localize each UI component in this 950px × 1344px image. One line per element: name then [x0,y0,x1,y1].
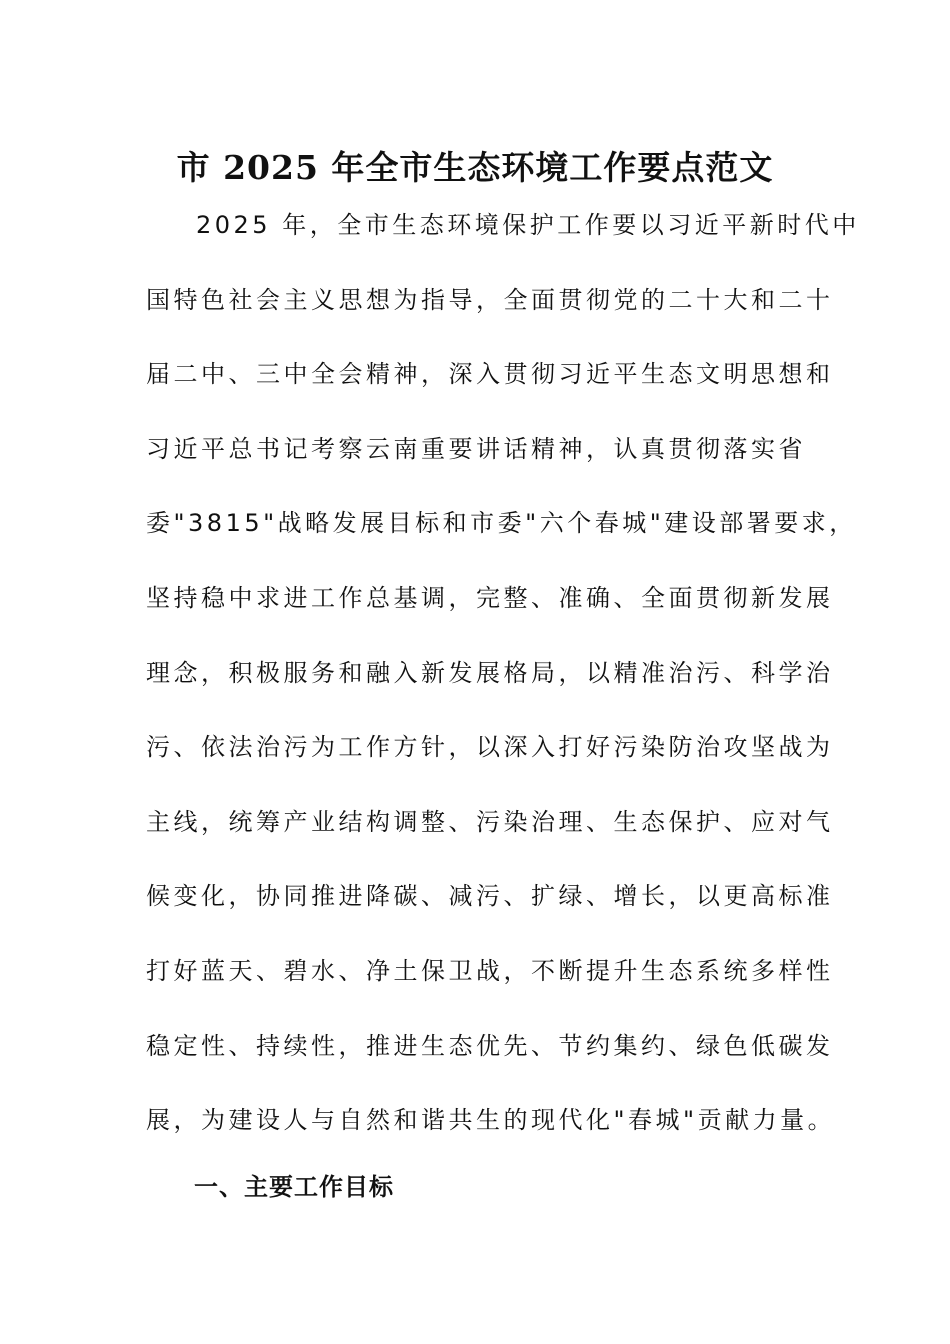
page-title: 市 2025 年全市生态环境工作要点范文 [176,148,774,187]
paragraph-line: 打好蓝天、碧水、净土保卫战，不断提升生态系统多样性 [146,956,834,985]
paragraph-line: 稳定性、持续性，推进生态优先、节约集约、绿色低碳发 [146,1031,834,1060]
body-paragraph [146,203,860,1173]
paragraph-line: 主线，统筹产业结构调整、污染治理、生态保护、应对气 [146,807,834,836]
paragraph-line: 习近平总书记考察云南重要讲话精神，认真贯彻落实省 [146,434,806,463]
section-heading: 一、主要工作目标 [194,1173,394,1201]
paragraph-line: 国特色社会主义思想为指导，全面贯彻党的二十大和二十 [146,285,834,314]
paragraph-line: 候变化，协同推进降碳、减污、扩绿、增长，以更高标准 [146,882,834,911]
paragraph-line: 污、依法治污为工作方针，以深入打好污染防治攻坚战为 [146,733,834,762]
paragraph-line: 坚持稳中求进工作总基调，完整、准确、全面贯彻新发展 [146,583,834,612]
paragraph-line: 委"3815"战略发展目标和市委"六个春城"建设部署要求， [146,509,857,538]
paragraph-line: 届二中、三中全会精神，深入贯彻习近平生态文明思想和 [146,360,834,389]
paragraph-line: 展，为建设人与自然和谐共生的现代化"春城"贡献力量。 [146,1106,836,1135]
paragraph-line: 2025 年，全市生态环境保护工作要以习近平新时代中 [196,211,860,239]
paragraph-line: 理念，积极服务和融入新发展格局，以精准治污、科学治 [146,658,834,687]
